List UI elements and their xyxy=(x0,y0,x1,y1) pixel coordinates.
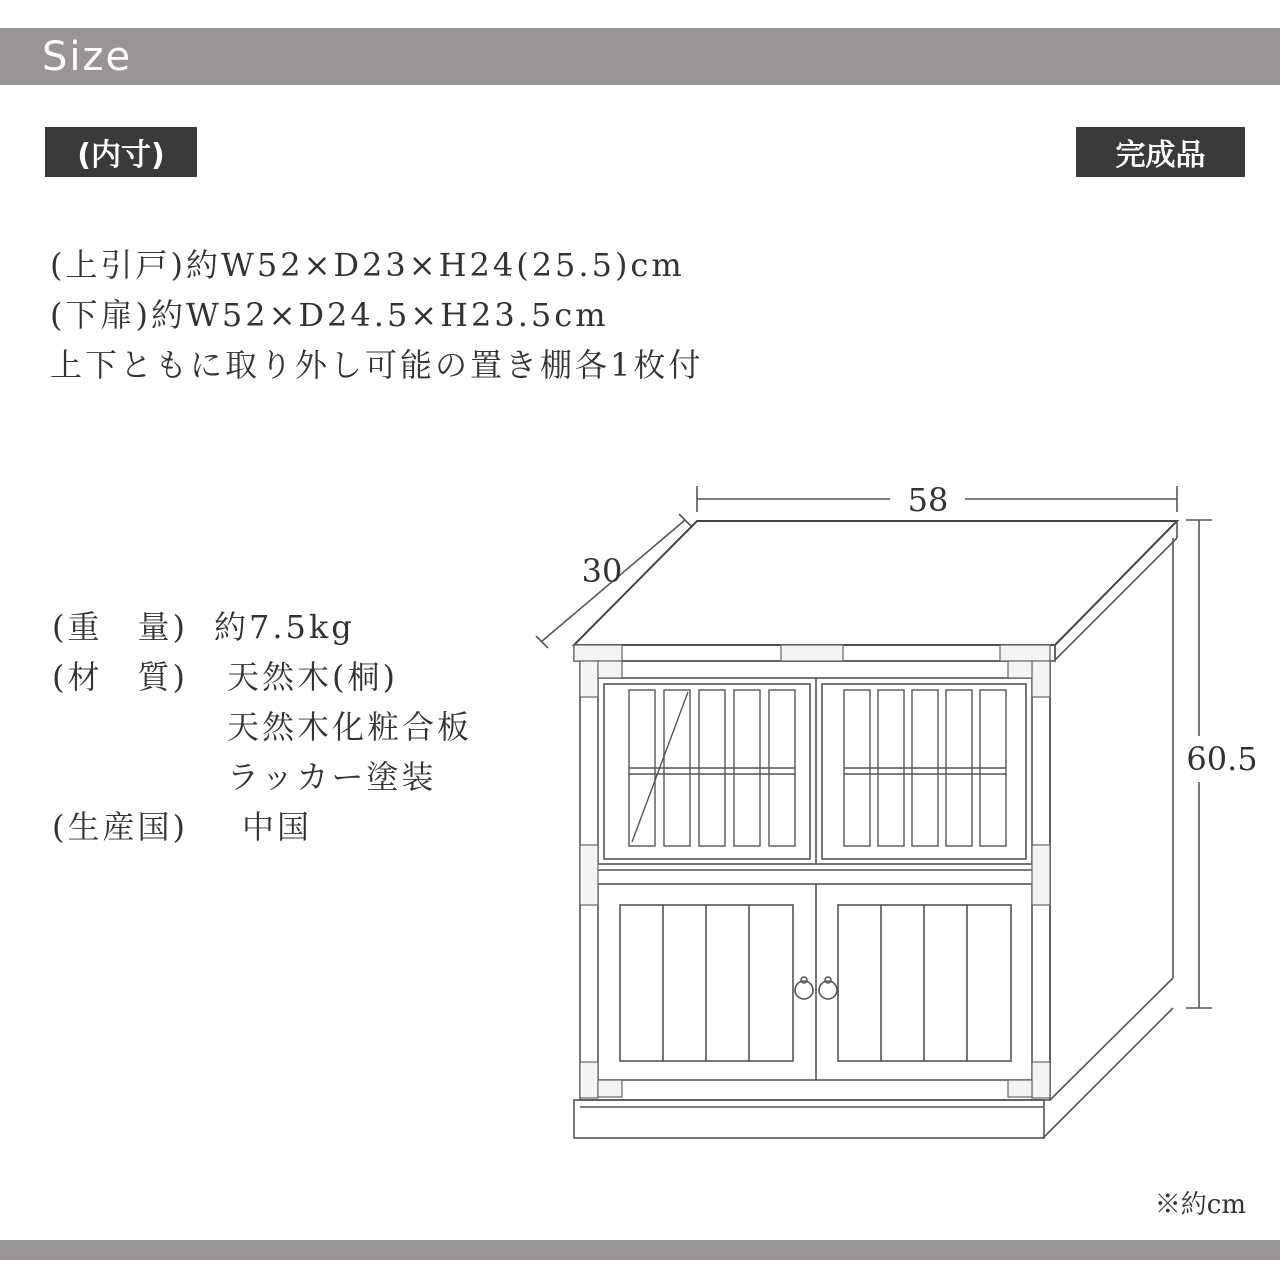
origin-value: 中国 xyxy=(242,808,313,846)
material-value-2: 天然木化粧合板 xyxy=(227,708,473,746)
lower-door-size: (下扉)約W52×D24.5×H23.5cm xyxy=(50,296,609,334)
weight-label: (重 量) xyxy=(52,608,188,646)
approx-cm-note: ※約cm xyxy=(1154,1190,1246,1220)
material-value-3: ラッカー塗装 xyxy=(227,758,437,796)
material-label: (材 質) xyxy=(52,658,188,696)
depth-label: 30 xyxy=(581,552,623,590)
footer-bar xyxy=(0,1240,1280,1260)
upper-sliding-door-size: (上引戸)約W52×D23×H24(25.5)cm xyxy=(50,246,685,284)
header-title: Size xyxy=(42,34,133,80)
width-label: 58 xyxy=(907,481,949,519)
finished-product-tag: 完成品 xyxy=(1076,127,1245,177)
height-label: 60.5 xyxy=(1186,740,1258,778)
material-value-1: 天然木(桐) xyxy=(227,658,398,696)
origin-label: (生産国) xyxy=(52,808,188,846)
inner-size-tag: (内寸) xyxy=(45,127,197,177)
weight-value: 約7.5kg xyxy=(214,608,355,646)
shelf-note: 上下ともに取り外し可能の置き棚各1枚付 xyxy=(50,346,704,384)
